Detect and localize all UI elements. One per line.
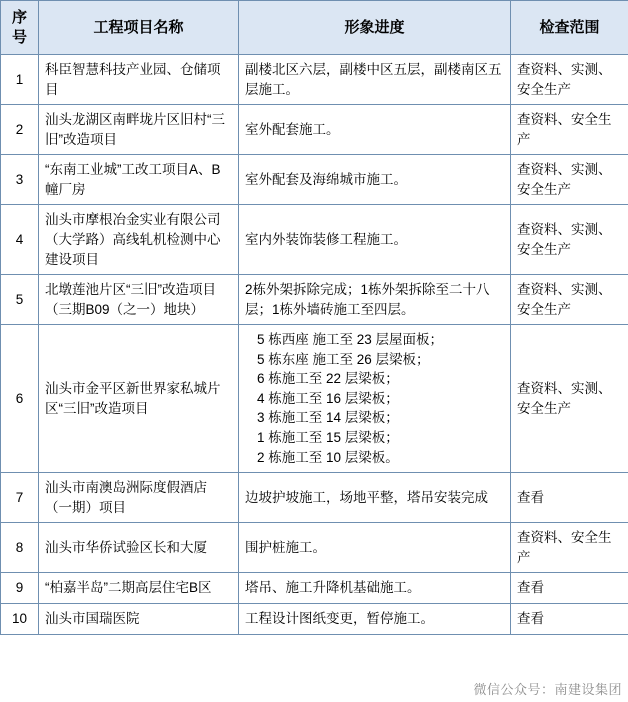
project-name: 汕头市华侨试验区长和大厦 (39, 523, 239, 573)
column-header-progress: 形象进度 (239, 1, 511, 55)
inspection-scope: 查资料、实测、安全生产 (511, 275, 628, 325)
progress-line: 2 栋施工至 10 层梁板。 (257, 449, 399, 465)
project-name: 汕头市摩根冶金实业有限公司（大学路）高线轧机检测中心建设项目 (39, 205, 239, 275)
row-number: 8 (1, 523, 39, 573)
inspection-scope: 查看 (511, 573, 628, 604)
inspection-scope: 查看 (511, 603, 628, 634)
project-progress: 室外配套及海绵城市施工。 (239, 155, 511, 205)
row-number: 5 (1, 275, 39, 325)
inspection-scope: 查资料、实测、安全生产 (511, 55, 628, 105)
project-name: 北墩莲池片区“三旧”改造项目（三期B09（之一）地块） (39, 275, 239, 325)
column-header-no-line2: 号 (11, 28, 27, 46)
row-number: 9 (1, 573, 39, 604)
project-name: “柏嘉半岛”二期高层住宅B区 (39, 573, 239, 604)
progress-line: 5 栋西座 施工至 23 层屋面板； (257, 332, 444, 348)
table-row (1, 55, 628, 105)
row-number: 6 (1, 325, 39, 473)
table-header-row (1, 1, 628, 55)
row-number: 2 (1, 105, 39, 155)
row-number: 1 (1, 55, 39, 105)
inspection-scope: 查资料、实测、安全生产 (511, 155, 628, 205)
column-header-no (1, 1, 39, 55)
project-progress: 2栋外架拆除完成；1栋外架拆除至二十八层；1栋外墙砖施工至四层。 (239, 275, 511, 325)
project-progress: 塔吊、施工升降机基础施工。 (239, 573, 511, 604)
inspection-scope: 查资料、安全生产 (511, 105, 628, 155)
table-row (1, 105, 628, 155)
table-row (1, 603, 628, 634)
project-progress: 副楼北区六层，副楼中区五层，副楼南区五层施工。 (239, 55, 511, 105)
inspection-scope: 查资料、实测、安全生产 (511, 325, 628, 473)
table-row (1, 523, 628, 573)
column-header-project-name: 工程项目名称 (39, 1, 239, 55)
project-progress (239, 325, 511, 473)
progress-line: 4 栋施工至 16 层梁板； (257, 390, 399, 406)
table-row (1, 275, 628, 325)
row-number: 10 (1, 603, 39, 634)
project-name: “东南工业城”工改工项目A、B幢厂房 (39, 155, 239, 205)
project-progress: 围护桩施工。 (239, 523, 511, 573)
inspection-scope: 查资料、实测、安全生产 (511, 205, 628, 275)
table-row (1, 473, 628, 523)
watermark: 微信公众号：南建设集团 (473, 682, 622, 697)
project-name: 汕头市金平区新世界家私城片区“三旧”改造项目 (39, 325, 239, 473)
project-progress: 边坡护坡施工，场地平整，塔吊安装完成 (239, 473, 511, 523)
project-name: 汕头市国瑞医院 (39, 603, 239, 634)
progress-line: 1 栋施工至 15 层梁板； (257, 430, 399, 445)
table-row (1, 325, 628, 473)
progress-line: 3 栋施工至 14 层梁板； (257, 410, 399, 426)
inspection-scope: 查看 (511, 473, 628, 523)
table-header (1, 1, 628, 55)
table-body (1, 55, 628, 635)
project-name: 科臣智慧科技产业园、仓储项目 (39, 55, 239, 105)
column-header-scope: 检查范围 (511, 1, 628, 55)
row-number: 4 (1, 205, 39, 275)
progress-line: 5 栋东座 施工至 26 层梁板； (257, 351, 430, 367)
row-number: 7 (1, 473, 39, 523)
project-progress: 室内外装饰装修工程施工。 (239, 205, 511, 275)
project-name: 汕头市南澳岛洲际度假酒店（一期）项目 (39, 473, 239, 523)
project-progress: 工程设计图纸变更，暂停施工。 (239, 603, 511, 634)
project-progress: 室外配套施工。 (239, 105, 511, 155)
column-header-no-line1: 序 (11, 9, 27, 26)
table-row (1, 573, 628, 604)
project-name: 汕头龙湖区南畔垅片区旧村“三旧”改造项目 (39, 105, 239, 155)
row-number: 3 (1, 155, 39, 205)
table-row (1, 205, 628, 275)
table-row (1, 155, 628, 205)
progress-line: 6 栋施工至 22 层梁板； (257, 371, 399, 387)
inspection-scope: 查资料、安全生产 (511, 523, 628, 573)
